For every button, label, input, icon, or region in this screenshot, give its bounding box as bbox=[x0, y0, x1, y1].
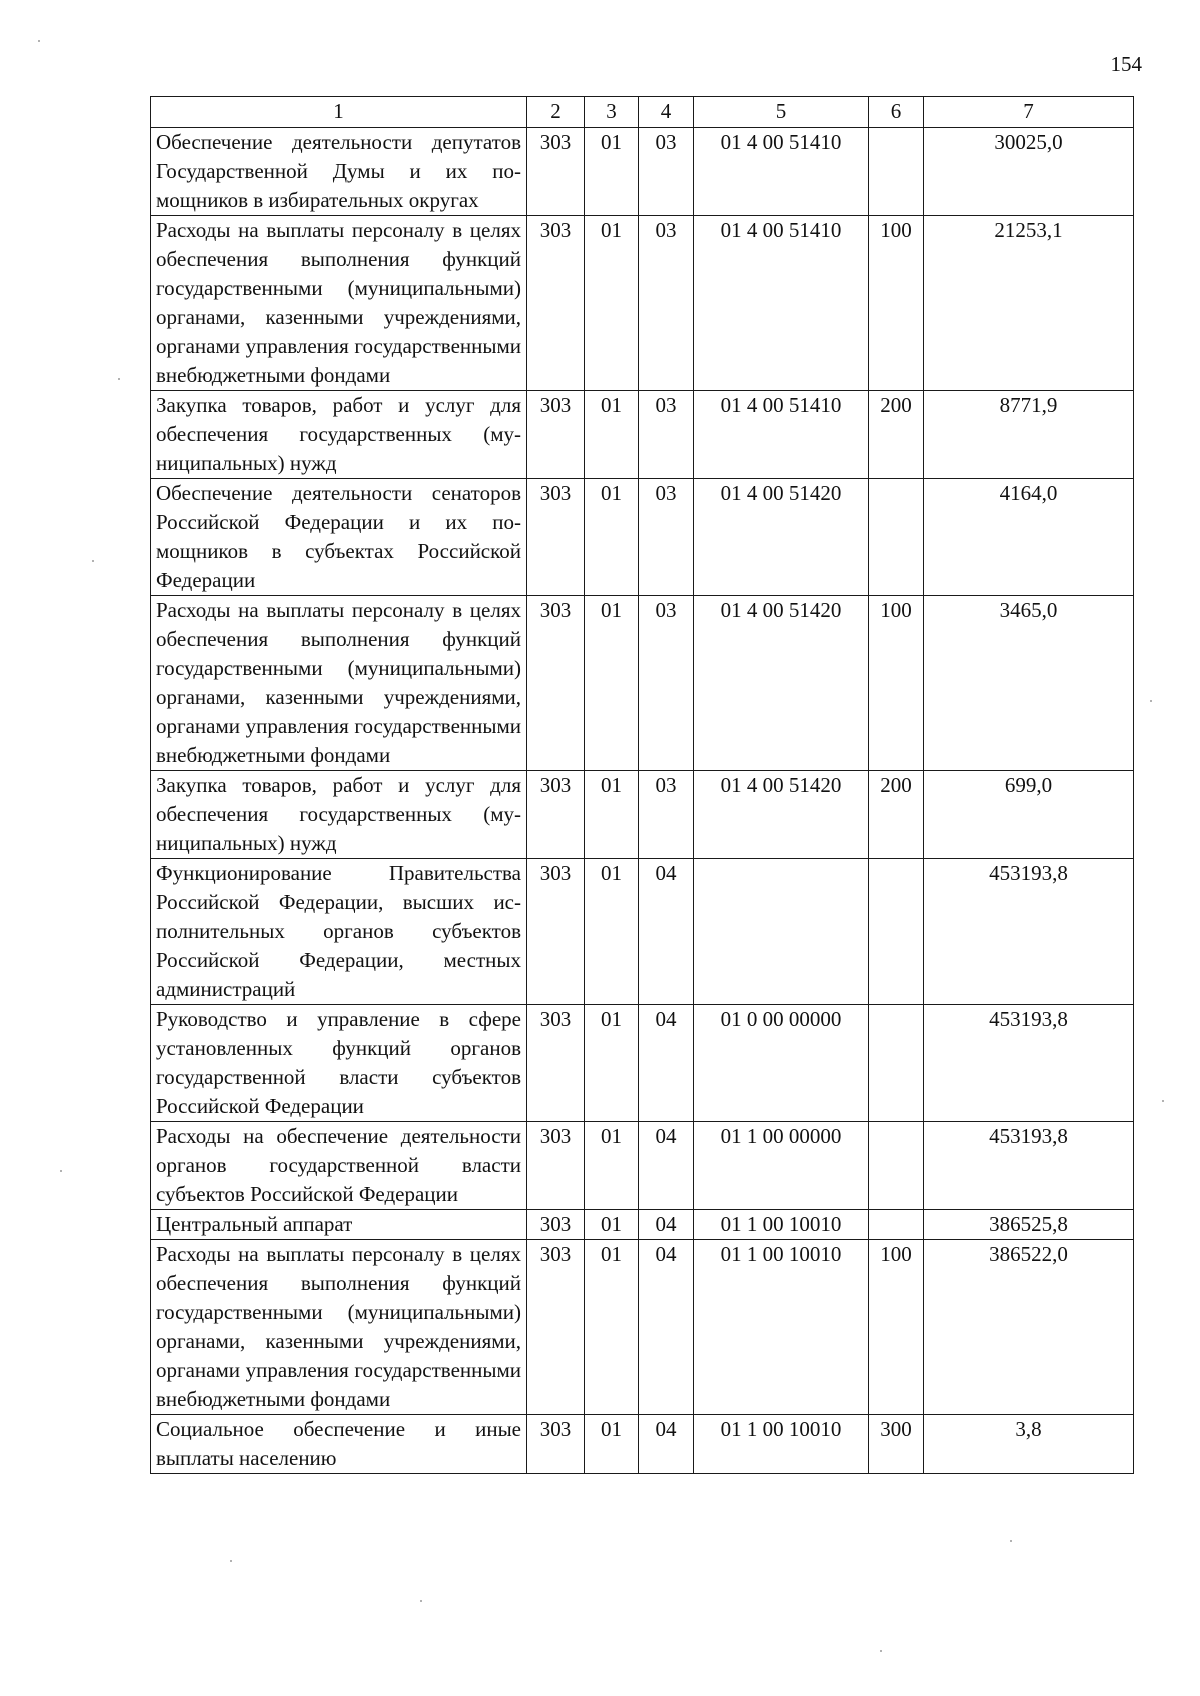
column-5-cell: 01 0 00 00000 bbox=[694, 1005, 869, 1122]
column-2-cell: 303 bbox=[527, 1122, 585, 1210]
column-5-cell bbox=[694, 859, 869, 1005]
column-4-cell: 03 bbox=[639, 216, 694, 391]
scan-speck bbox=[230, 1560, 232, 1562]
column-6-cell bbox=[869, 128, 924, 216]
column-4-cell: 04 bbox=[639, 1005, 694, 1122]
expense-name-cell: Социальное обеспечение и иные выплаты населению bbox=[151, 1415, 527, 1474]
column-2-cell: 303 bbox=[527, 1005, 585, 1122]
amount-cell: 21253,1 bbox=[924, 216, 1134, 391]
amount-cell: 386522,0 bbox=[924, 1240, 1134, 1415]
column-3-cell: 01 bbox=[585, 1005, 639, 1122]
table-row bbox=[151, 771, 1134, 859]
amount-cell: 699,0 bbox=[924, 771, 1134, 859]
column-5-cell: 01 4 00 51410 bbox=[694, 391, 869, 479]
column-header: 2 bbox=[527, 97, 585, 128]
column-4-cell: 03 bbox=[639, 128, 694, 216]
column-3-cell: 01 bbox=[585, 1415, 639, 1474]
column-4-cell: 03 bbox=[639, 479, 694, 596]
amount-cell: 30025,0 bbox=[924, 128, 1134, 216]
column-6-cell: 100 bbox=[869, 216, 924, 391]
amount-cell: 453193,8 bbox=[924, 859, 1134, 1005]
column-5-cell: 01 4 00 51420 bbox=[694, 771, 869, 859]
column-3-cell: 01 bbox=[585, 771, 639, 859]
column-4-cell: 04 bbox=[639, 1415, 694, 1474]
table-row bbox=[151, 1240, 1134, 1415]
table-row bbox=[151, 1210, 1134, 1240]
column-3-cell: 01 bbox=[585, 216, 639, 391]
scan-speck bbox=[1010, 1540, 1012, 1542]
column-header: 5 bbox=[694, 97, 869, 128]
expense-name-cell: Расходы на выплаты персоналу в целях обеспечения выполнения функций государственными (муниципальными) органами, казенными учреждениями, органами управления государственными внебюджетными фондами bbox=[151, 1240, 527, 1415]
scan-speck bbox=[38, 40, 40, 42]
table-row bbox=[151, 391, 1134, 479]
column-5-cell: 01 1 00 10010 bbox=[694, 1210, 869, 1240]
column-6-cell: 200 bbox=[869, 391, 924, 479]
amount-cell: 3465,0 bbox=[924, 596, 1134, 771]
column-2-cell: 303 bbox=[527, 391, 585, 479]
column-4-cell: 03 bbox=[639, 391, 694, 479]
column-2-cell: 303 bbox=[527, 479, 585, 596]
column-4-cell: 04 bbox=[639, 859, 694, 1005]
column-4-cell: 04 bbox=[639, 1240, 694, 1415]
amount-cell: 453193,8 bbox=[924, 1005, 1134, 1122]
column-2-cell: 303 bbox=[527, 1210, 585, 1240]
expense-name-cell: Функционирование Правительства Российской Федерации, высших исполнительных органов субъектов Российской Федерации, местных администраций bbox=[151, 859, 527, 1005]
amount-cell: 3,8 bbox=[924, 1415, 1134, 1474]
column-header: 1 bbox=[151, 97, 527, 128]
amount-cell: 386525,8 bbox=[924, 1210, 1134, 1240]
column-5-cell: 01 4 00 51410 bbox=[694, 128, 869, 216]
expense-name-cell: Расходы на обеспечение деятельности органов государственной власти субъектов Российской Федерации bbox=[151, 1122, 527, 1210]
column-3-cell: 01 bbox=[585, 1122, 639, 1210]
table-row bbox=[151, 596, 1134, 771]
column-header: 7 bbox=[924, 97, 1134, 128]
column-6-cell bbox=[869, 479, 924, 596]
column-3-cell: 01 bbox=[585, 1210, 639, 1240]
column-6-cell bbox=[869, 1210, 924, 1240]
table-row bbox=[151, 479, 1134, 596]
expense-name-cell: Расходы на выплаты персоналу в целях обеспечения выполнения функций государственными (муниципальными) органами, казенными учреждениями, органами управления государственными внебюджетными фондами bbox=[151, 596, 527, 771]
scan-speck bbox=[92, 560, 94, 562]
expense-name-cell: Руководство и управление в сфере установленных функций органов государственной власти субъектов Российской Федерации bbox=[151, 1005, 527, 1122]
column-2-cell: 303 bbox=[527, 771, 585, 859]
column-2-cell: 303 bbox=[527, 1240, 585, 1415]
column-3-cell: 01 bbox=[585, 859, 639, 1005]
column-2-cell: 303 bbox=[527, 596, 585, 771]
expense-name-cell: Расходы на выплаты персоналу в целях обеспечения выполнения функций государственными (муниципальными) органами, казенными учреждениями, органами управления государственными внебюджетными фондами bbox=[151, 216, 527, 391]
column-5-cell: 01 4 00 51420 bbox=[694, 596, 869, 771]
table-row bbox=[151, 128, 1134, 216]
column-3-cell: 01 bbox=[585, 479, 639, 596]
column-3-cell: 01 bbox=[585, 391, 639, 479]
expense-name-cell: Обеспечение деятельности сенаторов Российской Федерации и их помощников в субъектах Российской Федерации bbox=[151, 479, 527, 596]
column-5-cell: 01 1 00 10010 bbox=[694, 1415, 869, 1474]
column-6-cell bbox=[869, 1122, 924, 1210]
expense-name-cell: Центральный аппарат bbox=[151, 1210, 527, 1240]
column-6-cell: 100 bbox=[869, 596, 924, 771]
expense-name-cell: Закупка товаров, работ и услуг для обеспечения государственных (муниципальных) нужд bbox=[151, 391, 527, 479]
column-5-cell: 01 1 00 00000 bbox=[694, 1122, 869, 1210]
column-6-cell bbox=[869, 1005, 924, 1122]
scan-speck bbox=[420, 1600, 422, 1602]
table-row bbox=[151, 216, 1134, 391]
amount-cell: 453193,8 bbox=[924, 1122, 1134, 1210]
table-row bbox=[151, 1122, 1134, 1210]
scan-speck bbox=[1162, 1100, 1164, 1102]
column-4-cell: 04 bbox=[639, 1210, 694, 1240]
expense-name-cell: Закупка товаров, работ и услуг для обеспечения государственных (муниципальных) нужд bbox=[151, 771, 527, 859]
scan-speck bbox=[118, 378, 120, 380]
column-5-cell: 01 4 00 51410 bbox=[694, 216, 869, 391]
column-2-cell: 303 bbox=[527, 128, 585, 216]
column-4-cell: 04 bbox=[639, 1122, 694, 1210]
table-row bbox=[151, 1415, 1134, 1474]
column-6-cell: 100 bbox=[869, 1240, 924, 1415]
page-number: 154 bbox=[1110, 52, 1142, 76]
column-6-cell: 200 bbox=[869, 771, 924, 859]
expense-name-cell: Обеспечение деятельности депутатов Государственной Думы и их помощников в избирательных округах bbox=[151, 128, 527, 216]
column-header: 6 bbox=[869, 97, 924, 128]
header-row bbox=[151, 97, 1134, 128]
column-5-cell: 01 4 00 51420 bbox=[694, 479, 869, 596]
scan-speck bbox=[60, 1170, 62, 1172]
column-2-cell: 303 bbox=[527, 859, 585, 1005]
amount-cell: 4164,0 bbox=[924, 479, 1134, 596]
amount-cell: 8771,9 bbox=[924, 391, 1134, 479]
column-5-cell: 01 1 00 10010 bbox=[694, 1240, 869, 1415]
column-3-cell: 01 bbox=[585, 596, 639, 771]
column-2-cell: 303 bbox=[527, 216, 585, 391]
table-row bbox=[151, 1005, 1134, 1122]
budget-table bbox=[150, 96, 1134, 1474]
column-header: 4 bbox=[639, 97, 694, 128]
column-header: 3 bbox=[585, 97, 639, 128]
scan-speck bbox=[1150, 700, 1152, 702]
column-3-cell: 01 bbox=[585, 1240, 639, 1415]
column-6-cell bbox=[869, 859, 924, 1005]
scan-speck bbox=[880, 1650, 882, 1652]
column-3-cell: 01 bbox=[585, 128, 639, 216]
column-4-cell: 03 bbox=[639, 596, 694, 771]
column-2-cell: 303 bbox=[527, 1415, 585, 1474]
column-6-cell: 300 bbox=[869, 1415, 924, 1474]
column-4-cell: 03 bbox=[639, 771, 694, 859]
table-row bbox=[151, 859, 1134, 1005]
